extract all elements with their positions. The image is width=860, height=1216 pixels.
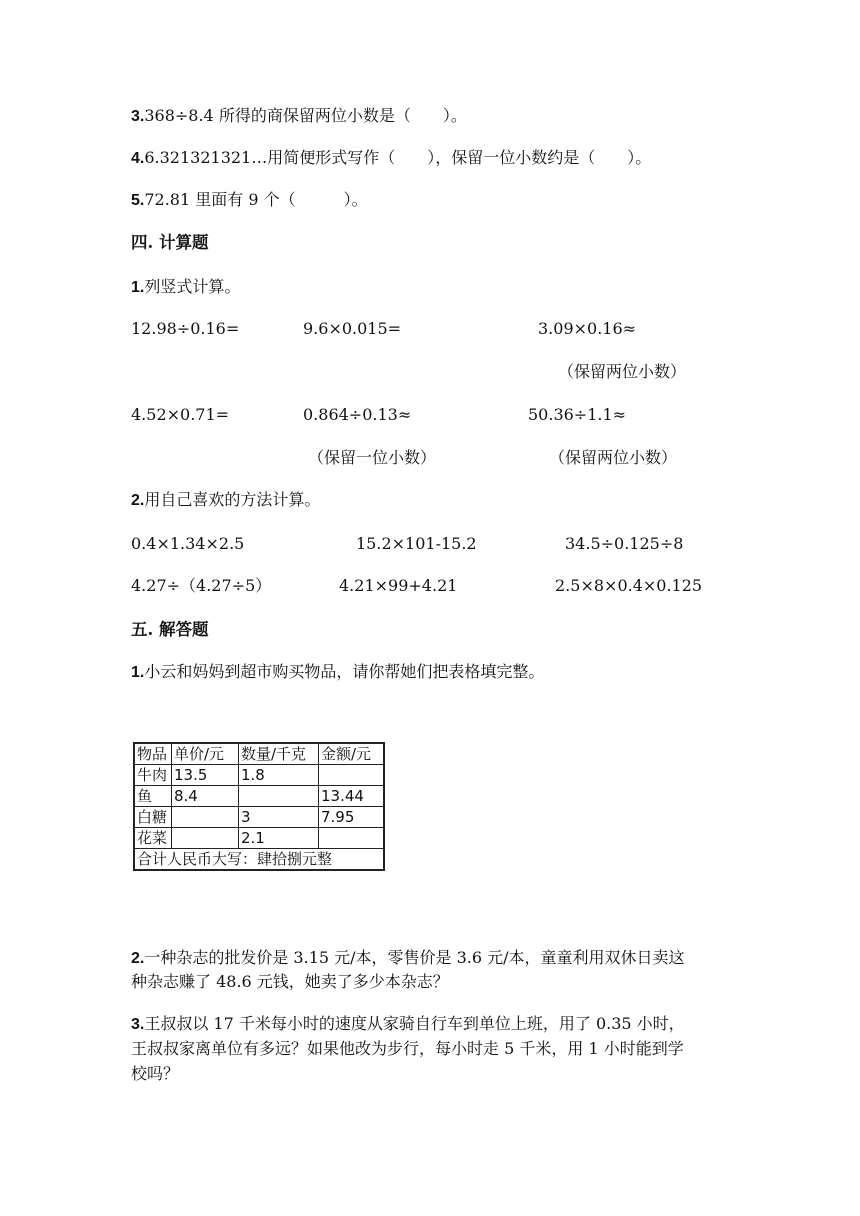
question-text: 用自己喜欢的方法计算。 bbox=[144, 490, 321, 509]
question-3 bbox=[131, 1014, 685, 1035]
question-text: 一种杂志的批发价是 3.15 元/本，零售价是 3.6 元/本，童童利用双休日卖这 bbox=[144, 948, 685, 967]
expression: 12.98÷0.16= bbox=[131, 319, 240, 338]
section-title-calculation: 四. 计算题 bbox=[131, 233, 209, 252]
table-cell: 花菜 bbox=[134, 828, 172, 849]
expression: 15.2×101-15.2 bbox=[356, 534, 477, 553]
question-text: 小云和妈妈到超市购买物品，请你帮她们把表格填完整。 bbox=[144, 662, 545, 681]
table-cell: 2.1 bbox=[239, 828, 319, 849]
table-cell bbox=[172, 807, 239, 828]
question-number: 5. bbox=[131, 192, 145, 209]
question-number: 3. bbox=[131, 108, 145, 125]
table-cell bbox=[172, 828, 239, 849]
question-number: 1. bbox=[131, 664, 145, 681]
expression: 4.21×99+4.21 bbox=[339, 576, 458, 595]
table-header: 单价/元 bbox=[172, 743, 239, 765]
table-cell bbox=[319, 828, 385, 849]
question-text: 列竖式计算。 bbox=[144, 277, 241, 296]
table-row bbox=[134, 807, 384, 828]
question-text: 6.321321321…用简便形式写作（ ），保留一位小数约是（ ）。 bbox=[144, 148, 652, 167]
table-cell: 1.8 bbox=[239, 765, 319, 786]
table-cell: 白糖 bbox=[134, 807, 172, 828]
expression: 34.5÷0.125÷8 bbox=[565, 534, 684, 553]
question-text: 72.81 里面有 9 个（ ）。 bbox=[144, 190, 368, 209]
expression: 2.5×8×0.4×0.125 bbox=[555, 576, 703, 595]
question-number: 2. bbox=[131, 950, 145, 967]
table-cell bbox=[319, 765, 385, 786]
question-number: 3. bbox=[131, 1016, 145, 1033]
rounding-note: （保留一位小数） bbox=[308, 448, 437, 467]
table-cell: 8.4 bbox=[172, 786, 239, 807]
table-cell: 鱼 bbox=[134, 786, 172, 807]
expression: 4.27÷（4.27÷5） bbox=[131, 576, 272, 595]
table-cell: 13.5 bbox=[172, 765, 239, 786]
question-text: 王叔叔以 17 千米每小时的速度从家骑自行车到单位上班，用了 0.35 小时， bbox=[144, 1014, 685, 1033]
table-cell: 13.44 bbox=[319, 786, 385, 807]
question-text: 368÷8.4 所得的商保留两位小数是（ ）。 bbox=[144, 106, 467, 125]
table-header: 数量/千克 bbox=[239, 743, 319, 765]
question-number: 4. bbox=[131, 150, 145, 167]
rounding-note: （保留两位小数） bbox=[549, 448, 678, 467]
table-cell: 7.95 bbox=[319, 807, 385, 828]
expression: 9.6×0.015= bbox=[303, 319, 402, 338]
shopping-table bbox=[133, 742, 385, 871]
question-5 bbox=[131, 190, 368, 211]
question-number: 1. bbox=[131, 279, 145, 296]
question-3 bbox=[131, 106, 467, 127]
table-total-row bbox=[134, 849, 384, 871]
expression: 50.36÷1.1≈ bbox=[528, 405, 627, 424]
question-4 bbox=[131, 148, 651, 169]
table-row bbox=[134, 786, 384, 807]
section-title-word-problems: 五. 解答题 bbox=[131, 620, 209, 639]
question-text-continued: 校吗？ bbox=[131, 1064, 180, 1083]
question-2 bbox=[131, 490, 320, 511]
table-row bbox=[134, 828, 384, 849]
question-text-continued: 种杂志赚了 48.6 元钱，她卖了多少本杂志？ bbox=[131, 972, 449, 991]
table-cell: 牛肉 bbox=[134, 765, 172, 786]
table-header-row bbox=[134, 743, 384, 765]
table-row bbox=[134, 765, 384, 786]
expression: 3.09×0.16≈ bbox=[538, 319, 637, 338]
expression: 0.4×1.34×2.5 bbox=[131, 534, 245, 553]
question-1 bbox=[131, 662, 544, 683]
expression: 4.52×0.71= bbox=[131, 405, 230, 424]
expression: 0.864÷0.13≈ bbox=[303, 405, 412, 424]
question-1 bbox=[131, 277, 240, 298]
rounding-note: （保留两位小数） bbox=[558, 362, 687, 381]
question-number: 2. bbox=[131, 492, 145, 509]
table-cell bbox=[239, 786, 319, 807]
table-total: 合计人民币大写：肆拾捌元整 bbox=[134, 849, 384, 871]
table-header: 物品 bbox=[134, 743, 172, 765]
table-header: 金额/元 bbox=[319, 743, 385, 765]
question-2 bbox=[131, 948, 685, 969]
table-cell: 3 bbox=[239, 807, 319, 828]
question-text-continued: 王叔叔家离单位有多远？如果他改为步行，每小时走 5 千米，用 1 小时能到学 bbox=[131, 1039, 684, 1058]
